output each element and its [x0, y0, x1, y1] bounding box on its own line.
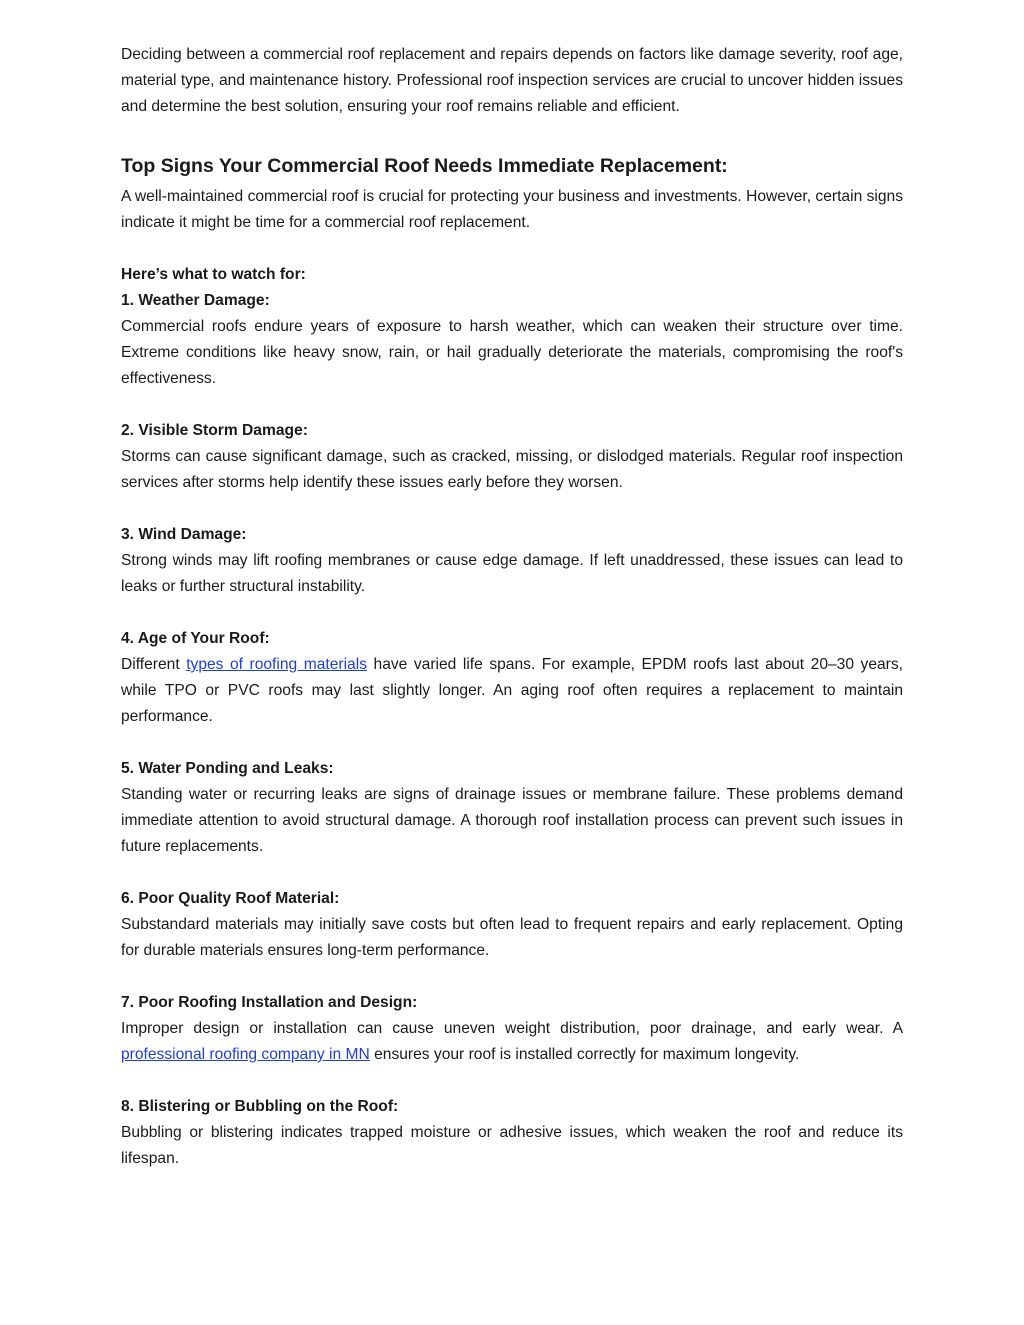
sign-title: 6. Poor Quality Roof Material:	[121, 890, 340, 907]
sign-storm-damage	[121, 418, 903, 496]
sign-text: Strong winds may lift roofing membranes or cause edge damage. If left unaddressed, these issues can lead to leaks or further structural instability.	[121, 552, 903, 595]
sign-text: Standing water or recurring leaks are signs of drainage issues or membrane failure. These problems demand immediate attention to avoid structural damage. A thorough roof installation process can prevent such issues in future replacements.	[121, 786, 903, 855]
sign-text	[121, 1016, 903, 1068]
sign-blistering	[121, 1094, 903, 1172]
sign-text-after-link: ensures your roof is installed correctly for maximum longevity.	[369, 1046, 800, 1063]
intro-paragraph: Deciding between a commercial roof replacement and repairs depends on factors like damage severity, roof age, material type, and maintenance history. Professional roof inspection services are crucial to uncover hidden issues and determine the best solution, ensuring your roof remains reliable and efficient.	[121, 46, 903, 115]
sign-title: 1. Weather Damage:	[121, 292, 270, 309]
sign-roof-age	[121, 626, 903, 730]
sign-title: 2. Visible Storm Damage:	[121, 422, 308, 439]
sign-poor-material	[121, 886, 903, 964]
sign-wind-damage	[121, 522, 903, 600]
sign-water-ponding	[121, 756, 903, 860]
sign-text: Storms can cause significant damage, such as cracked, missing, or dislodged materials. Regular roof inspection services after storms help identify these issues early before they worsen.	[121, 448, 903, 491]
sign-text-after-link: have varied life spans. For example, EPDM roofs last about 20–30 years, while TPO or PVC roofs may last slightly longer. An aging roof often requires a replacement to maintain performance.	[121, 656, 904, 725]
sign-text-before-link: Different	[121, 656, 187, 673]
sign-title: 4. Age of Your Roof:	[121, 630, 270, 647]
section-lead-paragraph: A well-maintained commercial roof is crucial for protecting your business and investments. However, certain signs indicate it might be time for a commercial roof replacement.	[121, 188, 903, 231]
sign-poor-installation	[121, 990, 903, 1068]
sign-title: 5. Water Ponding and Leaks:	[121, 760, 334, 777]
sign-text: Commercial roofs endure years of exposure to harsh weather, which can weaken their structure over time. Extreme conditions like heavy snow, rain, or hail gradually deteriorate the materials, compromising the roof's effectiveness.	[121, 318, 903, 387]
document-page	[121, 42, 903, 1198]
section-heading: Top Signs Your Commercial Roof Needs Immediate Replacement:	[121, 155, 728, 177]
sign-text-before-link: Improper design or installation can cause uneven weight distribution, poor drainage, and early wear. A	[121, 1020, 903, 1037]
roofing-materials-link[interactable]: types of roofing materials	[186, 656, 367, 673]
sign-title: 7. Poor Roofing Installation and Design:	[121, 994, 418, 1011]
sign-text: Substandard materials may initially save costs but often lead to frequent repairs and early replacement. Opting for durable materials ensures long-term performance.	[121, 916, 903, 959]
sign-title: 8. Blistering or Bubbling on the Roof:	[121, 1098, 399, 1115]
sign-text	[121, 652, 903, 730]
sign-text: Bubbling or blistering indicates trapped moisture or adhesive issues, which weaken the roof and reduce its lifespan.	[121, 1124, 903, 1167]
watch-for-label: Here’s what to watch for:	[121, 266, 306, 283]
roofing-company-link[interactable]: professional roofing company in MN	[121, 1046, 370, 1063]
sign-title: 3. Wind Damage:	[121, 526, 247, 543]
sign-weather-damage	[121, 288, 903, 392]
